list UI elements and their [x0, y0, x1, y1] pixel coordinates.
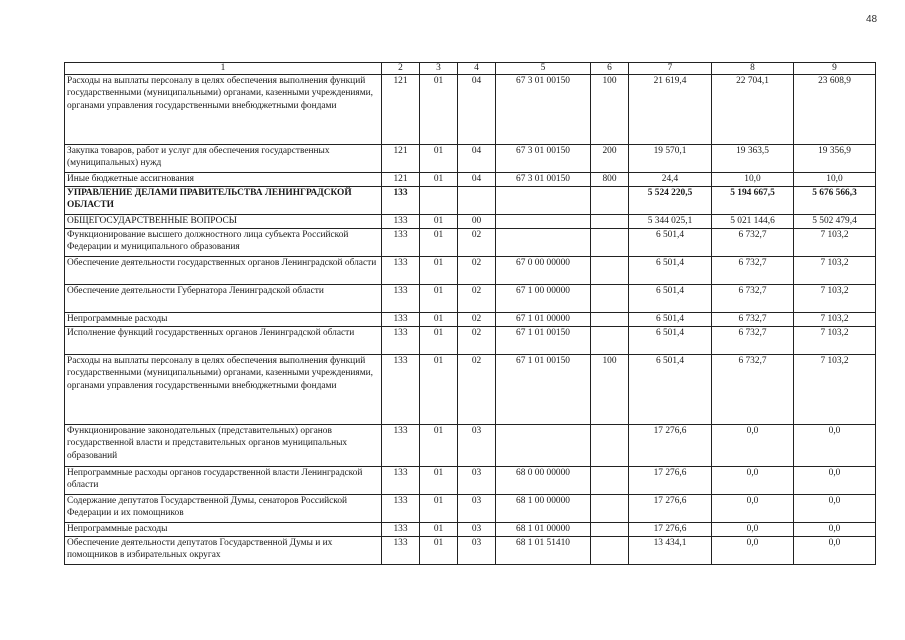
- table-row: [65, 355, 876, 425]
- column-header: 9: [794, 63, 876, 75]
- subsection-code: [458, 187, 496, 215]
- table-row: [65, 257, 876, 285]
- subsection-code: 03: [458, 425, 496, 467]
- row-description: Непрограммные расходы: [65, 313, 382, 327]
- amount-year-3: 0,0: [794, 537, 876, 565]
- amount-year-2: 6 732,7: [712, 285, 794, 313]
- row-description: Расходы на выплаты персоналу в целях обеспечения выполнения функций государственными (муниципальными) органами, казенными учреждениями, органами управления государственными внебюджетными фондами: [65, 355, 382, 425]
- row-description: Иные бюджетные ассигнования: [65, 173, 382, 187]
- row-description: Содержание депутатов Государственной Думы, сенаторов Российской Федерации и их помощников: [65, 495, 382, 523]
- table-row: [65, 537, 876, 565]
- amount-year-1: 17 276,6: [629, 495, 712, 523]
- budget-table: [64, 62, 876, 565]
- expense-type-code: [591, 523, 629, 537]
- ministry-code: 121: [382, 75, 420, 145]
- row-description: Функционирование законодательных (представительных) органов государственной власти и представительных органов муниципальных образований: [65, 425, 382, 467]
- row-description: Непрограммные расходы: [65, 523, 382, 537]
- amount-year-1: 6 501,4: [629, 229, 712, 257]
- amount-year-1: 5 344 025,1: [629, 215, 712, 229]
- amount-year-3: 0,0: [794, 425, 876, 467]
- section-code: 01: [420, 467, 458, 495]
- amount-year-1: 21 619,4: [629, 75, 712, 145]
- ministry-code: 133: [382, 537, 420, 565]
- target-article-code: [496, 425, 591, 467]
- amount-year-3: 7 103,2: [794, 313, 876, 327]
- target-article-code: [496, 229, 591, 257]
- target-article-code: 67 1 01 00150: [496, 327, 591, 355]
- section-code: 01: [420, 229, 458, 257]
- ministry-code: 133: [382, 187, 420, 215]
- amount-year-1: 6 501,4: [629, 313, 712, 327]
- row-description: ОБЩЕГОСУДАРСТВЕННЫЕ ВОПРОСЫ: [65, 215, 382, 229]
- expense-type-code: 800: [591, 173, 629, 187]
- amount-year-2: 6 732,7: [712, 313, 794, 327]
- section-code: 01: [420, 425, 458, 467]
- subsection-code: 02: [458, 313, 496, 327]
- row-description: Обеспечение деятельности государственных органов Ленинградской области: [65, 257, 382, 285]
- amount-year-2: 6 732,7: [712, 229, 794, 257]
- target-article-code: 67 3 01 00150: [496, 173, 591, 187]
- section-code: 01: [420, 145, 458, 173]
- amount-year-2: 6 732,7: [712, 355, 794, 425]
- amount-year-3: 5 676 566,3: [794, 187, 876, 215]
- section-code: 01: [420, 327, 458, 355]
- target-article-code: 68 1 01 51410: [496, 537, 591, 565]
- section-code: 01: [420, 173, 458, 187]
- subsection-code: 04: [458, 145, 496, 173]
- amount-year-1: 17 276,6: [629, 523, 712, 537]
- subsection-code: 03: [458, 467, 496, 495]
- section-code: 01: [420, 495, 458, 523]
- amount-year-3: 0,0: [794, 523, 876, 537]
- expense-type-code: 100: [591, 75, 629, 145]
- amount-year-1: 24,4: [629, 173, 712, 187]
- table-row: [65, 285, 876, 313]
- subsection-code: 03: [458, 523, 496, 537]
- expense-type-code: [591, 187, 629, 215]
- subsection-code: 02: [458, 285, 496, 313]
- column-header: 8: [712, 63, 794, 75]
- ministry-code: 133: [382, 495, 420, 523]
- section-code: [420, 187, 458, 215]
- table-row: [65, 425, 876, 467]
- section-code: 01: [420, 537, 458, 565]
- column-header: 3: [420, 63, 458, 75]
- target-article-code: 67 3 01 00150: [496, 145, 591, 173]
- table-header-row: [65, 63, 876, 75]
- target-article-code: [496, 215, 591, 229]
- expense-type-code: [591, 327, 629, 355]
- amount-year-1: 19 570,1: [629, 145, 712, 173]
- table-row: [65, 215, 876, 229]
- amount-year-1: 6 501,4: [629, 285, 712, 313]
- subsection-code: 02: [458, 229, 496, 257]
- ministry-code: 121: [382, 173, 420, 187]
- amount-year-2: 5 194 667,5: [712, 187, 794, 215]
- ministry-code: 133: [382, 229, 420, 257]
- expense-type-code: [591, 495, 629, 523]
- ministry-code: 121: [382, 145, 420, 173]
- table-row: [65, 75, 876, 145]
- row-description: Обеспечение деятельности депутатов Государственной Думы и их помощников в избирательных округах: [65, 537, 382, 565]
- amount-year-2: 6 732,7: [712, 257, 794, 285]
- section-code: 01: [420, 523, 458, 537]
- expense-type-code: [591, 425, 629, 467]
- amount-year-3: 7 103,2: [794, 285, 876, 313]
- table-row: [65, 145, 876, 173]
- row-description: УПРАВЛЕНИЕ ДЕЛАМИ ПРАВИТЕЛЬСТВА ЛЕНИНГРАДСКОЙ ОБЛАСТИ: [65, 187, 382, 215]
- column-header: 7: [629, 63, 712, 75]
- section-code: 01: [420, 215, 458, 229]
- section-code: 01: [420, 355, 458, 425]
- ministry-code: 133: [382, 313, 420, 327]
- section-code: 01: [420, 75, 458, 145]
- expense-type-code: 200: [591, 145, 629, 173]
- target-article-code: 67 1 01 00150: [496, 355, 591, 425]
- expense-type-code: [591, 467, 629, 495]
- subsection-code: 02: [458, 355, 496, 425]
- row-description: Закупка товаров, работ и услуг для обеспечения государственных (муниципальных) нужд: [65, 145, 382, 173]
- subsection-code: 00: [458, 215, 496, 229]
- column-header: 2: [382, 63, 420, 75]
- amount-year-2: 6 732,7: [712, 327, 794, 355]
- amount-year-3: 7 103,2: [794, 229, 876, 257]
- table-row: [65, 495, 876, 523]
- amount-year-1: 6 501,4: [629, 355, 712, 425]
- amount-year-2: 5 021 144,6: [712, 215, 794, 229]
- target-article-code: 67 3 01 00150: [496, 75, 591, 145]
- target-article-code: 68 1 00 00000: [496, 495, 591, 523]
- ministry-code: 133: [382, 467, 420, 495]
- ministry-code: 133: [382, 355, 420, 425]
- subsection-code: 04: [458, 173, 496, 187]
- target-article-code: 67 1 01 00000: [496, 313, 591, 327]
- table-row: [65, 229, 876, 257]
- amount-year-3: 10,0: [794, 173, 876, 187]
- amount-year-3: 7 103,2: [794, 257, 876, 285]
- column-header: 6: [591, 63, 629, 75]
- expense-type-code: [591, 257, 629, 285]
- row-description: Исполнение функций государственных органов Ленинградской области: [65, 327, 382, 355]
- amount-year-2: 22 704,1: [712, 75, 794, 145]
- table-row: [65, 313, 876, 327]
- amount-year-2: 10,0: [712, 173, 794, 187]
- amount-year-1: 6 501,4: [629, 327, 712, 355]
- ministry-code: 133: [382, 523, 420, 537]
- amount-year-3: 19 356,9: [794, 145, 876, 173]
- target-article-code: 68 1 01 00000: [496, 523, 591, 537]
- amount-year-1: 17 276,6: [629, 425, 712, 467]
- amount-year-1: 17 276,6: [629, 467, 712, 495]
- expense-type-code: [591, 537, 629, 565]
- column-header: 1: [65, 63, 382, 75]
- expense-type-code: 100: [591, 355, 629, 425]
- ministry-code: 133: [382, 257, 420, 285]
- subsection-code: 03: [458, 495, 496, 523]
- table-row: [65, 467, 876, 495]
- subsection-code: 02: [458, 327, 496, 355]
- amount-year-3: 0,0: [794, 467, 876, 495]
- expense-type-code: [591, 285, 629, 313]
- table-row: [65, 523, 876, 537]
- target-article-code: 68 0 00 00000: [496, 467, 591, 495]
- table-body: [65, 63, 876, 565]
- section-code: 01: [420, 285, 458, 313]
- row-description: Непрограммные расходы органов государственной власти Ленинградской области: [65, 467, 382, 495]
- amount-year-2: 0,0: [712, 495, 794, 523]
- expense-type-code: [591, 313, 629, 327]
- amount-year-2: 0,0: [712, 467, 794, 495]
- column-header: 5: [496, 63, 591, 75]
- amount-year-3: 7 103,2: [794, 327, 876, 355]
- target-article-code: [496, 187, 591, 215]
- subsection-code: 02: [458, 257, 496, 285]
- target-article-code: 67 1 00 00000: [496, 285, 591, 313]
- expense-type-code: [591, 215, 629, 229]
- amount-year-2: 19 363,5: [712, 145, 794, 173]
- section-code: 01: [420, 257, 458, 285]
- column-header: 4: [458, 63, 496, 75]
- amount-year-2: 0,0: [712, 523, 794, 537]
- amount-year-2: 0,0: [712, 425, 794, 467]
- ministry-code: 133: [382, 285, 420, 313]
- amount-year-3: 7 103,2: [794, 355, 876, 425]
- row-description: Расходы на выплаты персоналу в целях обеспечения выполнения функций государственными (муниципальными) органами, казенными учреждениями, органами управления государственными внебюджетными фондами: [65, 75, 382, 145]
- amount-year-1: 6 501,4: [629, 257, 712, 285]
- ministry-code: 133: [382, 215, 420, 229]
- amount-year-3: 0,0: [794, 495, 876, 523]
- table-row: [65, 187, 876, 215]
- row-description: Обеспечение деятельности Губернатора Ленинградской области: [65, 285, 382, 313]
- amount-year-1: 13 434,1: [629, 537, 712, 565]
- ministry-code: 133: [382, 327, 420, 355]
- subsection-code: 03: [458, 537, 496, 565]
- amount-year-3: 5 502 479,4: [794, 215, 876, 229]
- subsection-code: 04: [458, 75, 496, 145]
- section-code: 01: [420, 313, 458, 327]
- page-number: 48: [866, 14, 878, 25]
- amount-year-2: 0,0: [712, 537, 794, 565]
- expense-type-code: [591, 229, 629, 257]
- ministry-code: 133: [382, 425, 420, 467]
- amount-year-3: 23 608,9: [794, 75, 876, 145]
- table-row: [65, 173, 876, 187]
- target-article-code: 67 0 00 00000: [496, 257, 591, 285]
- amount-year-1: 5 524 220,5: [629, 187, 712, 215]
- row-description: Функционирование высшего должностного лица субъекта Российской Федерации и муниципального образования: [65, 229, 382, 257]
- table-row: [65, 327, 876, 355]
